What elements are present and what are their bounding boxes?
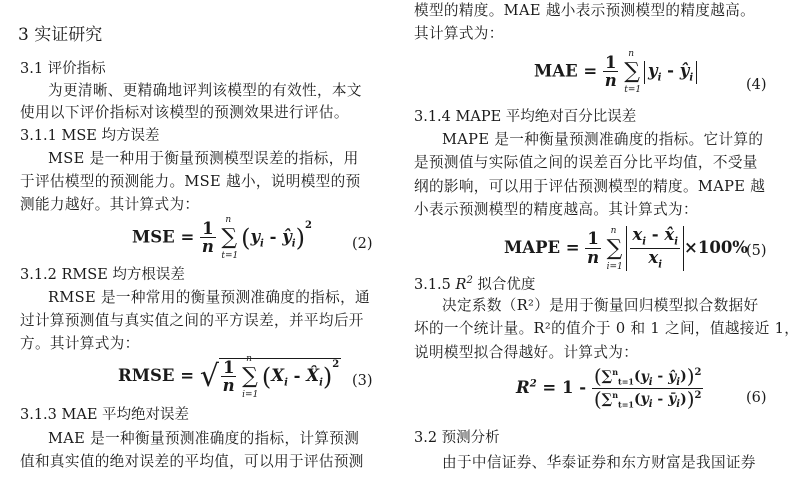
paragraph-line: 于评估模型的预测能力。MSE 越小，说明模型的预 [20, 173, 361, 190]
equation-lhs: RMSE [118, 365, 175, 385]
subsubsection-heading: 3.1.1 MSE 均方误差 [20, 128, 160, 144]
paragraph-line: 值和真实值的绝对误差的平均值，可以用于评估预测 [20, 453, 364, 470]
paragraph-line: 小表示预测模型的精度越高。其计算式为： [414, 201, 698, 218]
paragraph-line: RMSE 是一种常用的衡量预测准确度的指标，通 [48, 289, 370, 306]
paragraph-line: MAPE 是一种衡量预测准确度的指标。它计算的 [442, 131, 764, 148]
paragraph-line: 其计算式为： [414, 25, 504, 42]
subsubsection-heading: 3.1.2 RMSE 均方根误差 [20, 267, 185, 283]
paragraph-line: 为更清晰、更精确地评判该模型的有效性，本文 [48, 82, 362, 99]
paragraph-line: 方。其计算式为： [20, 335, 140, 352]
equation-mae: MAE = $\frac{1}{n}$ n ∑ t=1 $y_i$ - $ŷ_i$ [534, 54, 697, 90]
paragraph-line: 决定系数（R²）是用于衡量回归模型拟合数据好 [442, 297, 759, 314]
equation-number: (3) [352, 373, 373, 389]
equation-percent: ×100% [684, 237, 748, 257]
equation-number: (2) [352, 236, 373, 252]
subsection-heading: 3.2 预测分析 [414, 430, 500, 446]
equation-rmse: RMSE = √ $\frac{1}{n}$ n ∑ i=1 ($X_i$ - $X̂_i)^2$ [118, 354, 340, 401]
paragraph-line: 坏的一个统计量。R²的值介于 0 和 1 之间，值越接近 1， [414, 320, 800, 337]
section-heading: 3 实证研究 [18, 25, 103, 45]
equation-r-squared: $R^2 = 1$ - $\frac{(\sum^n_{t=1}(y_i - ŷ_i))^2}{(\sum^n_{t=1}(y_i - ȳ_i))^2}$ [516, 364, 702, 411]
equation-mape: MAPE = $\frac{1}{n}$ n ∑ i=1 $\frac{x_i - x̂_i}{x_i}$ ×100% [504, 225, 748, 272]
equation-number: (6) [746, 390, 767, 406]
r-squared-symbol: $R^2$ [455, 275, 473, 293]
paragraph-line: MSE 是一种用于衡量预测模型误差的指标，用 [48, 150, 359, 167]
paragraph-line: 说明模型拟合得越好。计算式为： [414, 344, 639, 361]
equation-mse: MSE = $\frac{1}{n}$ n ∑ t=1 ($y_i$ - $ŷ_i)^2$ [132, 215, 312, 262]
equation-number: (5) [746, 243, 767, 259]
paragraph-line: 使用以下评价指标对该模型的预测效果进行评估。 [20, 104, 349, 121]
equation-lhs: MAE [534, 61, 578, 81]
subsection-heading: 3.1 评价指标 [20, 61, 106, 77]
paragraph-line: 由于中信证券、华泰证券和东方财富是我国证券 [442, 454, 756, 471]
equation-lhs: MAPE [504, 237, 561, 257]
paragraph-line: 过计算预测值与真实值之间的平方误差，并平均后开 [20, 312, 364, 329]
paragraph-line: MAE 是一种衡量预测准确度的指标，计算预测 [48, 430, 360, 447]
equation-number: (4) [746, 77, 767, 93]
subsubsection-heading [414, 276, 535, 292]
paragraph-line: 模型的精度。MAE 越小表示预测模型的精度越高。 [414, 2, 756, 19]
paragraph-line: 测能力越好。其计算式为： [20, 196, 200, 213]
equation-lhs: MSE [132, 227, 175, 247]
heading-number: 3.1.5 [414, 276, 456, 293]
subsubsection-heading: 3.1.4 MAPE 平均绝对百分比误差 [414, 109, 637, 125]
subsubsection-heading: 3.1.3 MAE 平均绝对误差 [20, 407, 190, 423]
paragraph-line: 纲的影响，可以用于评估预测模型的精度。MAPE 越 [414, 178, 766, 195]
paragraph-line: 是预测值与实际值之间的误差百分比平均值，不受量 [414, 154, 758, 171]
heading-title: 拟合优度 [472, 276, 536, 293]
